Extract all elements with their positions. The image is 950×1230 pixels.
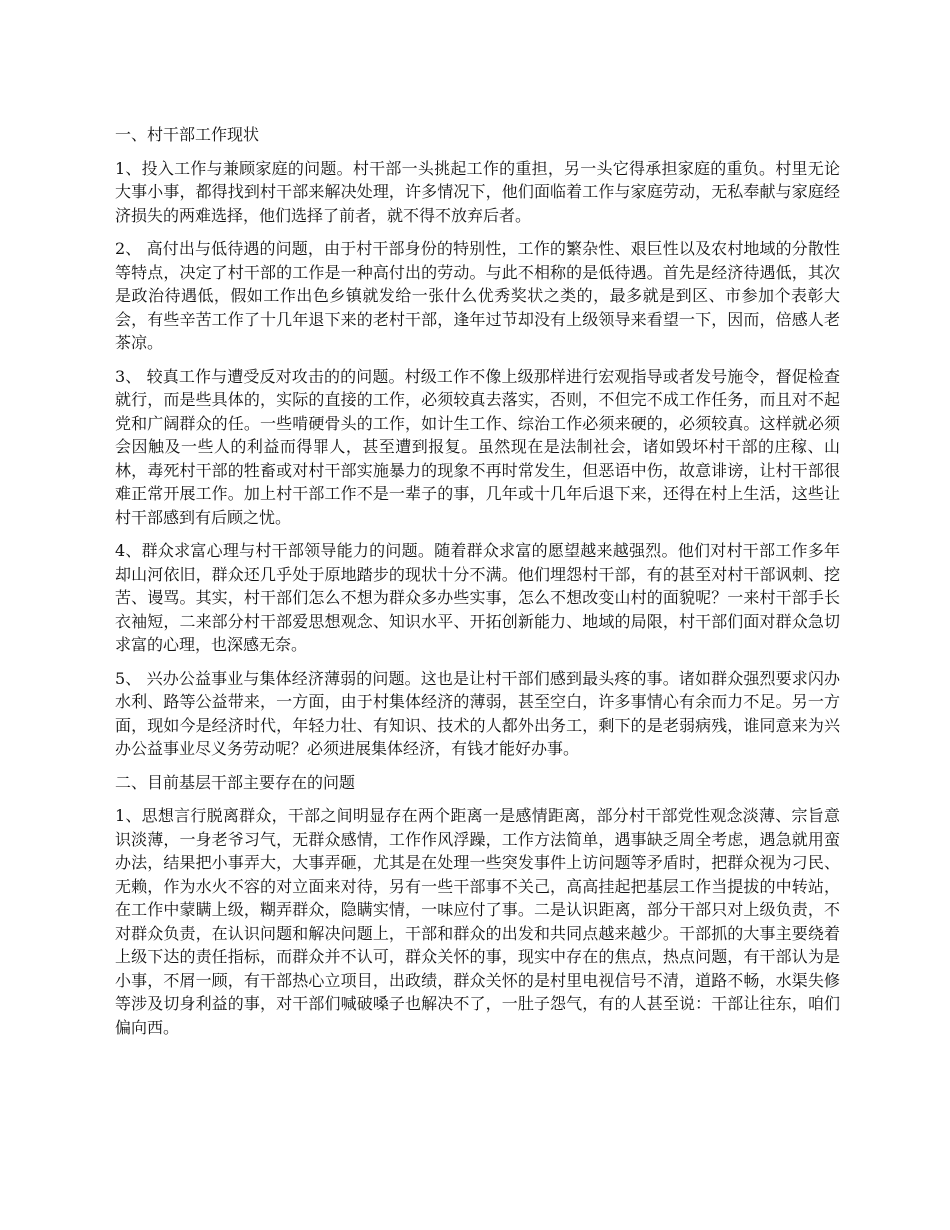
paragraph-1-4: 4、群众求富心理与村干部领导能力的问题。随着群众求富的愿望越来越强烈。他们对村干部工作多年却山河依旧，群众还几乎处于原地踏步的现状十分不满。他们埋怨村干部，有的甚至对村干部讽刺、挖苦、谩骂。其实，村干部们怎么不想为群众多办些实事，怎么不想改变山村的面貌呢？一来村干部手长衣袖短，二来部分村干部爱思想观念、知识水平、开拓创新能力、地域的局限，村干部们面对群众急切求富的心理，也深感无奈。 xyxy=(115,541,840,654)
paragraph-2-1: 1、思想言行脱离群众，干部之间明显存在两个距离一是感情距离，部分村干部党性观念淡薄、宗旨意识淡薄，一身老爷习气，无群众感情，工作作风浮躁，工作方法简单，遇事缺乏周全考虑，遇急就用蛮办法，结果把小事弄大，大事弄砸，尤其是在处理一些突发事件上访问题等矛盾时，把群众视为刁民、无赖，作为水火不容的对立面来对待，另有一些干部事不关己，高高挂起把基层工作当提拔的中转站，在工作中蒙瞒上级，糊弄群众，隐瞒实情，一味应付了事。二是认识距离，部分干部只对上级负责，不对群众负责，在认识问题和解决问题上，干部和群众的出发和共同点越来越少。干部抓的大事主要绕着上级下达的责任指标，而群众并不认可，群众关怀的事，现实中存在的焦点，热点问题，有干部认为是小事，不屑一顾，有干部热心立项目，出政绩，群众关怀的是村里电视信号不清，道路不畅，水渠失修等涉及切身利益的事，对干部们喊破嗓子也解决不了，一肚子怨气，有的人甚至说：干部让往东，咱们偏向西。 xyxy=(115,806,840,1037)
paragraph-1-2: 2、 高付出与低待遇的问题，由于村干部身份的特别性，工作的繁杂性、艰巨性以及农村地域的分散性等特点，决定了村干部的工作是一种高付出的劳动。与此不相称的是低待遇。首先是经济待遇低，其次是政治待遇低，假如工作出色乡镇就发给一张什么优秀奖状之类的，最多就是到区、市参加个表彰大会，有些辛苦工作了十几年退下来的老村干部，逢年过节却没有上级领导来看望一下，因而，倍感人老茶凉。 xyxy=(115,239,840,352)
section-heading-2: 二、目前基层干部主要存在的问题 xyxy=(115,772,356,792)
paragraph-1-3: 3、 较真工作与遭受反对攻击的的问题。村级工作不像上级那样进行宏观指导或者发号施令，督促检查就行，而是些具体的，实际的直接的工作，必须较真去落实，否则，不但完不成工作任务，而且对不起党和广阔群众的任。一些啃硬骨头的工作，如计生工作、综治工作必须来硬的，必须较真。这样就必须会因触及一些人的利益而得罪人，甚至遭到报复。虽然现在是法制社会，诸如毁坏村干部的庄稼、山林，毒死村干部的牲畜或对村干部实施暴力的现象不再时常发生，但恶语中伤，故意诽谤，让村干部很难正常开展工作。加上村干部工作不是一辈子的事，几年或十几年后退下来，还得在村上生活，这些让村干部感到有后顾之忧。 xyxy=(115,366,840,527)
document-body xyxy=(115,123,840,1049)
section-heading-1: 一、村干部工作现状 xyxy=(115,125,260,144)
paragraph-1-1: 1、投入工作与兼顾家庭的问题。村干部一头挑起工作的重担，另一头它得承担家庭的重负。村里无论大事小事，都得找到村干部来解决处理，许多情况下，他们面临着工作与家庭劳动，无私奉献与家庭经济损失的两难选择，他们选择了前者，就不得不放弃后者。 xyxy=(115,158,840,225)
paragraph-1-5: 5、 兴办公益事业与集体经济薄弱的问题。这也是让村干部们感到最头疼的事。诸如群众强烈要求闪办水利、路等公益带来，一方面，由于村集体经济的薄弱，甚至空白，许多事情心有余而力不足。另一方面，现如今是经济时代，年轻力壮、有知识、技术的人都外出务工，剩下的是老弱病残，谁同意来为兴办公益事业尽义务劳动呢？必须进展集体经济，有钱才能好办事。 xyxy=(115,668,840,758)
